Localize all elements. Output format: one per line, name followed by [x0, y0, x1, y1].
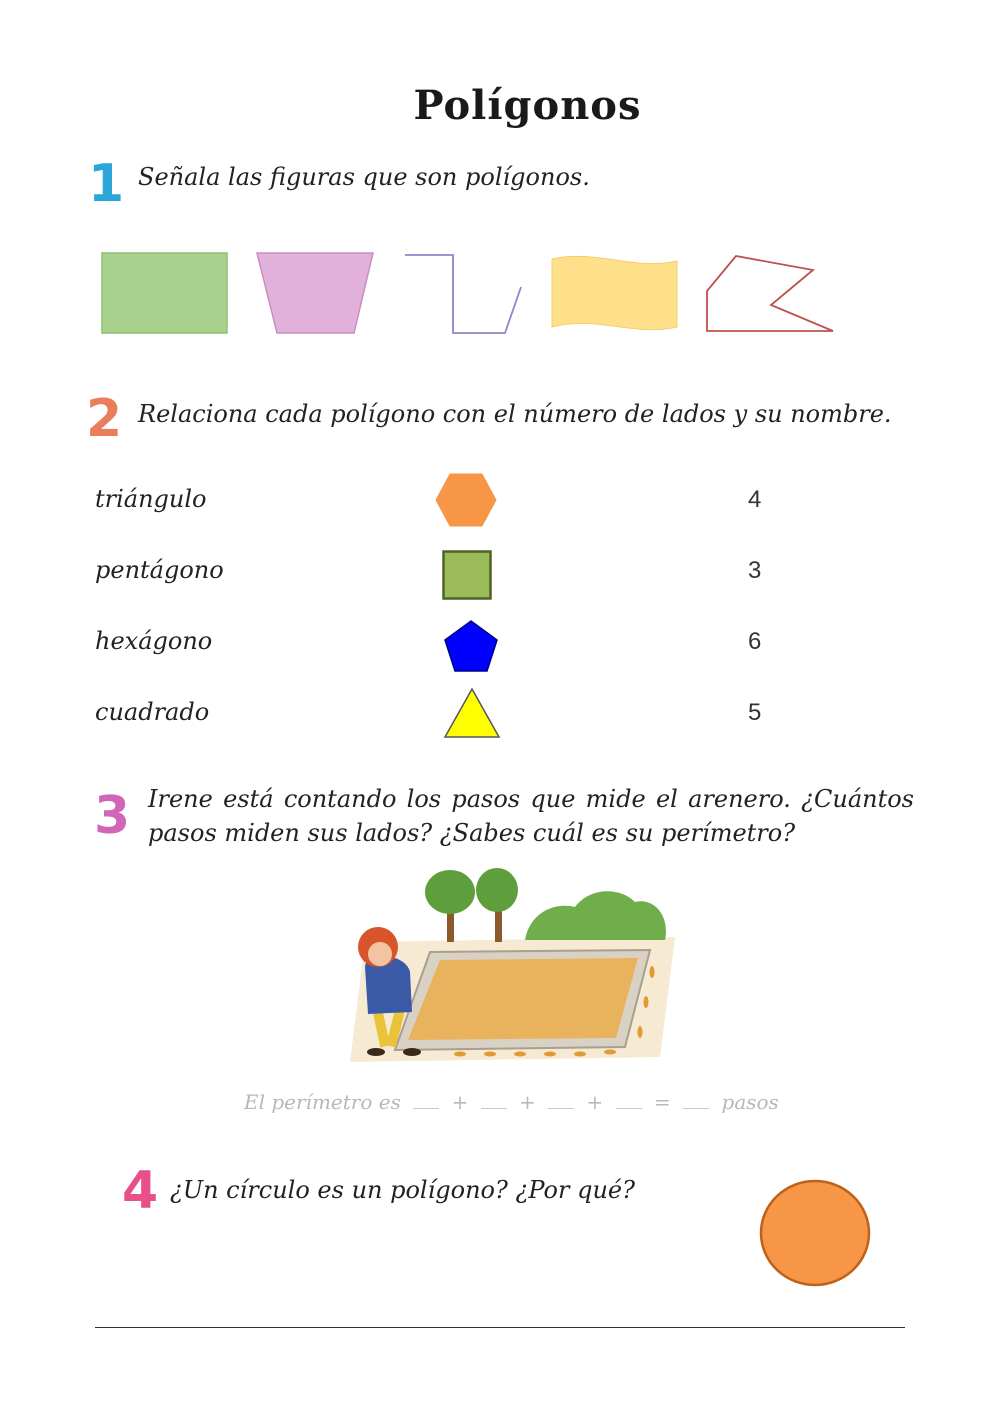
perimeter-blank-total[interactable]: [683, 1108, 709, 1109]
exercise-3-number: 3: [94, 786, 131, 846]
sides-number-3[interactable]: 3: [748, 557, 762, 584]
page-title: Polígonos: [413, 82, 642, 129]
green-rectangle[interactable]: [102, 253, 227, 333]
plus-sign-1: +: [451, 1090, 469, 1114]
exercise-4-number: 4: [122, 1161, 159, 1221]
exercise-1-instruction: Señala las figuras que son polígonos.: [138, 163, 590, 191]
exercise-4-question: ¿Un círculo es un polígono? ¿Por qué?: [170, 1176, 635, 1204]
answer-line[interactable]: [95, 1327, 905, 1328]
sides-number-6[interactable]: 6: [748, 628, 762, 655]
sides-number-4[interactable]: 4: [748, 486, 762, 513]
square-icon[interactable]: [442, 550, 492, 600]
perimeter-unit: pasos: [721, 1090, 779, 1114]
exercise-2-number: 2: [86, 389, 123, 449]
purple-open-line[interactable]: [405, 255, 521, 333]
sandbox-illustration: [340, 862, 685, 1072]
name-pentagon[interactable]: pentágono: [95, 556, 224, 584]
yellow-wavy-shape[interactable]: [552, 256, 677, 329]
name-square[interactable]: cuadrado: [95, 698, 210, 726]
pink-trapezoid[interactable]: [257, 253, 373, 333]
perimeter-label: El perímetro es: [244, 1090, 401, 1114]
triangle-icon[interactable]: [443, 687, 501, 739]
perimeter-blank-1[interactable]: [413, 1108, 439, 1109]
name-triangle[interactable]: triángulo: [95, 485, 207, 513]
name-hexagon[interactable]: hexágono: [95, 627, 213, 655]
perimeter-sentence: [244, 1090, 779, 1114]
plus-sign-3: +: [586, 1090, 604, 1114]
perimeter-blank-2[interactable]: [481, 1108, 507, 1109]
sides-number-5[interactable]: 5: [748, 699, 762, 726]
exercise-1-number: 1: [88, 154, 125, 214]
orange-circle: [758, 1178, 872, 1288]
perimeter-blank-3[interactable]: [548, 1108, 574, 1109]
exercise-2-instruction: Relaciona cada polígono con el número de lados y su nombre.: [138, 400, 892, 428]
hexagon-icon[interactable]: [435, 473, 497, 527]
equals-sign: =: [654, 1090, 671, 1114]
red-outline-polygon[interactable]: [707, 256, 833, 331]
perimeter-blank-4[interactable]: [616, 1108, 642, 1109]
pentagon-icon[interactable]: [443, 619, 499, 673]
exercise-1-figures: [95, 245, 845, 345]
exercise-3-instruction: Irene está contando los pasos que mide el arenero. ¿Cuántos pasos miden sus lados? ¿Sabes cuál es su perímetro?: [148, 785, 914, 847]
plus-sign-2: +: [519, 1090, 536, 1114]
